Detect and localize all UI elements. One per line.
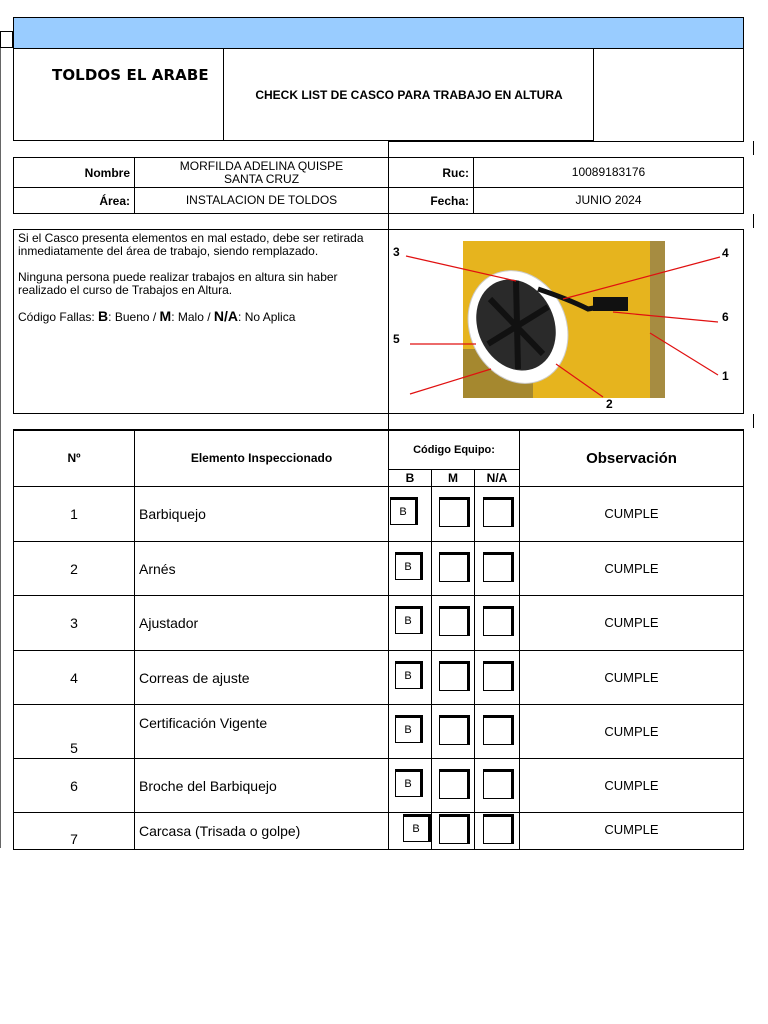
- row-observation: CUMPLE: [519, 486, 744, 542]
- fecha-label: Fecha:: [388, 187, 474, 214]
- checkbox-na[interactable]: [483, 497, 514, 527]
- header-bar: [13, 17, 744, 49]
- col-header-code: Código Equipo:: [388, 429, 520, 470]
- row-observation: CUMPLE: [519, 758, 744, 813]
- row-element: Carcasa (Trisada o golpe): [134, 812, 389, 850]
- row-number: 5: [13, 704, 135, 759]
- nombre-label: Nombre: [13, 157, 135, 188]
- note-training: Ninguna persona puede realizar trabajos en altura sin haber realizado el curso de Trabajos en Altura.: [18, 270, 338, 297]
- row-observation: CUMPLE: [519, 595, 744, 651]
- row-number: 7: [13, 812, 135, 850]
- divider: [388, 213, 389, 229]
- company-cell: [13, 49, 224, 141]
- area-label: Área:: [13, 187, 135, 214]
- checkbox-b[interactable]: B: [395, 661, 423, 689]
- row-element: Arnés: [134, 541, 389, 596]
- checkbox-m[interactable]: [439, 661, 470, 691]
- checkbox-m[interactable]: [439, 497, 470, 527]
- callout-2: 2: [606, 397, 613, 411]
- edge-mark: [0, 48, 1, 848]
- col-header-element: Elemento Inspeccionado: [134, 429, 389, 487]
- callout-5: 5: [393, 332, 400, 346]
- col-header-observation: Observación: [519, 429, 744, 487]
- col-header-na: N/A: [474, 469, 520, 487]
- helmet-diagram: [388, 229, 744, 414]
- row-element: Ajustador: [134, 595, 389, 651]
- checkbox-b[interactable]: B: [403, 814, 431, 842]
- nombre-value: MORFILDA ADELINA QUISPE SANTA CRUZ: [134, 157, 389, 188]
- checkbox-na[interactable]: [483, 769, 514, 799]
- col-header-m: M: [431, 469, 475, 487]
- checkbox-b[interactable]: B: [390, 497, 418, 525]
- row-element: Correas de ajuste: [134, 650, 389, 705]
- checkbox-na[interactable]: [483, 606, 514, 636]
- checkbox-na[interactable]: [483, 661, 514, 691]
- row-observation: CUMPLE: [519, 704, 744, 759]
- photo-side: [650, 241, 665, 398]
- row-element: Certificación Vigente: [134, 704, 389, 759]
- divider: [388, 141, 389, 157]
- notes-text: [18, 232, 384, 324]
- edge-mark: [0, 31, 13, 48]
- col-header-number: Nº: [13, 429, 135, 487]
- row-number: 1: [13, 486, 135, 542]
- company-name: TOLDOS EL ARABE: [52, 66, 209, 84]
- checkbox-m[interactable]: [439, 769, 470, 799]
- divider: [388, 413, 389, 430]
- ruc-value: 10089183176: [473, 157, 744, 188]
- checkbox-m[interactable]: [439, 715, 470, 745]
- checkbox-b[interactable]: B: [395, 769, 423, 797]
- checkbox-m[interactable]: [439, 606, 470, 636]
- checkbox-na[interactable]: [483, 715, 514, 745]
- row-element: Broche del Barbiquejo: [134, 758, 389, 813]
- checkbox-b[interactable]: B: [395, 606, 423, 634]
- divider: [388, 141, 744, 142]
- ruc-label: Ruc:: [388, 157, 474, 188]
- row-observation: CUMPLE: [519, 541, 744, 596]
- fecha-value: JUNIO 2024: [473, 187, 744, 214]
- document-title: CHECK LIST DE CASCO PARA TRABAJO EN ALTURA: [255, 88, 563, 102]
- row-number: 4: [13, 650, 135, 705]
- checkbox-m[interactable]: [439, 552, 470, 582]
- callout-4: 4: [722, 246, 729, 260]
- row-observation: CUMPLE: [519, 812, 744, 850]
- edge-mark: [753, 414, 754, 428]
- callout-3: 3: [393, 245, 400, 259]
- edge-mark: [753, 141, 754, 155]
- callout-1: 1: [722, 369, 729, 383]
- row-element: Barbiquejo: [134, 486, 389, 542]
- checkbox-na[interactable]: [483, 552, 514, 582]
- row-number: 2: [13, 541, 135, 596]
- col-header-b: B: [388, 469, 432, 487]
- row-number: 6: [13, 758, 135, 813]
- callout-6: 6: [722, 310, 729, 324]
- area-value: INSTALACION DE TOLDOS: [134, 187, 389, 214]
- strap-buckle: [593, 297, 628, 311]
- checkbox-b[interactable]: B: [395, 715, 423, 743]
- note-retire: Si el Casco presenta elementos en mal estado, debe ser retirada inmediatamente del área de trabajo, siendo remplazado.: [18, 231, 364, 258]
- checkbox-m[interactable]: [439, 814, 470, 844]
- checkbox-b[interactable]: B: [395, 552, 423, 580]
- edge-mark: [753, 214, 754, 228]
- row-observation: CUMPLE: [519, 650, 744, 705]
- row-number: 3: [13, 595, 135, 651]
- table-top-border: [13, 429, 744, 431]
- failure-codes: Código Fallas: B: Bueno / M: Malo / N/A: No Aplica: [18, 308, 296, 324]
- checkbox-na[interactable]: [483, 814, 514, 844]
